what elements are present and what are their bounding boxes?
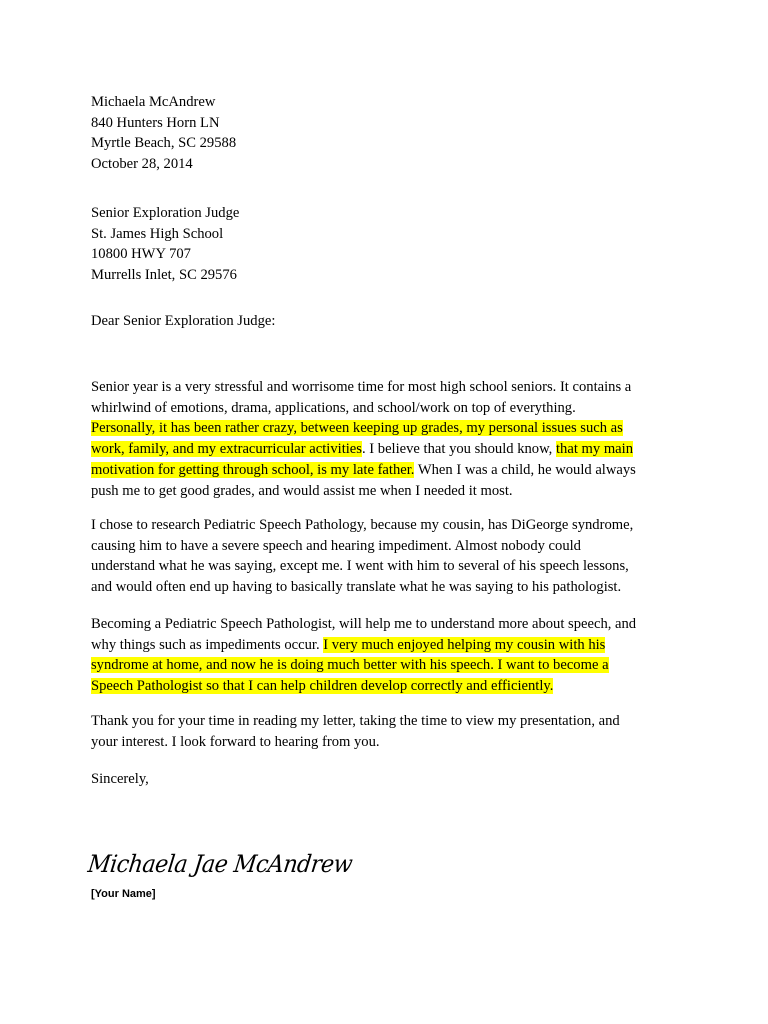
highlight: Personally, it has been rather crazy, between keeping up grades, my personal issues such as	[91, 420, 623, 437]
p2-line-3: understand what he was saying, except me. I went with him to several of his speech lessons,	[91, 558, 629, 575]
p2-line-4: and would often end up having to basically translate what he was saying to his pathologist.	[91, 579, 622, 596]
letter-date: October 28, 2014	[91, 155, 193, 172]
recipient-address	[91, 203, 691, 285]
p4-line-2: your interest. I look forward to hearing from you.	[91, 733, 380, 750]
recipient-title: Senior Exploration Judge	[91, 205, 240, 221]
p3-line-2	[91, 635, 691, 656]
highlight: syndrome at home, and now he is doing much better with his speech. I want to become a	[91, 657, 609, 674]
highlight: Speech Pathologist so that I can help children develop correctly and efficiently.	[91, 678, 554, 695]
salutation	[91, 311, 691, 332]
sender-city: Myrtle Beach, SC 29588	[91, 135, 237, 151]
p3-line-4	[91, 676, 691, 697]
highlight: I very much enjoyed helping my cousin with his	[323, 636, 606, 653]
paragraph-2	[91, 515, 691, 598]
salutation-text: Dear Senior Exploration Judge:	[91, 313, 276, 329]
highlight: work, family, and my extracurricular activities	[91, 441, 362, 458]
signature: Michaela Jae McAndrew	[86, 850, 354, 878]
p3-line-2-plain: why things such as impediments occur.	[91, 636, 324, 653]
p1-line-1: Senior year is a very stressful and worrisome time for most high school seniors. It contains a	[91, 379, 632, 395]
paragraph-4	[91, 711, 691, 752]
paragraph-1	[91, 377, 691, 501]
sender-address	[91, 92, 691, 174]
recipient-street: 10800 HWY 707	[91, 246, 191, 262]
p1-line-6: push me to get good grades, and would assist me when I needed it most.	[91, 482, 513, 499]
name-placeholder: [Your Name]	[91, 888, 156, 900]
recipient-city: Murrells Inlet, SC 29576	[91, 266, 237, 283]
p1-line-3	[91, 418, 691, 439]
sender-name: Michaela McAndrew	[91, 94, 216, 110]
p3-line-3	[91, 655, 691, 676]
p4-line-1: Thank you for your time in reading my letter, taking the time to view my presentation, and	[91, 713, 620, 729]
p1-line-4	[91, 439, 691, 460]
highlight: motivation for getting through school, is my late father.	[91, 461, 415, 478]
highlight: that my main	[555, 441, 633, 458]
p2-line-1: I chose to research Pediatric Speech Pathology, because my cousin, has DiGeorge syndrome,	[91, 517, 634, 533]
p1-line-4-plain: . I believe that you should know,	[361, 441, 556, 458]
closing	[91, 769, 691, 790]
p1-line-5-plain: When I was a child, he would always	[414, 461, 636, 478]
closing-text: Sincerely,	[91, 771, 149, 787]
paragraph-3	[91, 614, 691, 697]
p1-line-5	[91, 460, 691, 481]
p1-line-2: whirlwind of emotions, drama, applications, and school/work on top of everything.	[91, 399, 576, 416]
recipient-school: St. James High School	[91, 225, 224, 242]
p3-line-1: Becoming a Pediatric Speech Pathologist, will help me to understand more about speech, and	[91, 616, 637, 632]
p2-line-2: causing him to have a severe speech and hearing impediment. Almost nobody could	[91, 537, 581, 554]
sender-street: 840 Hunters Horn LN	[91, 114, 220, 131]
